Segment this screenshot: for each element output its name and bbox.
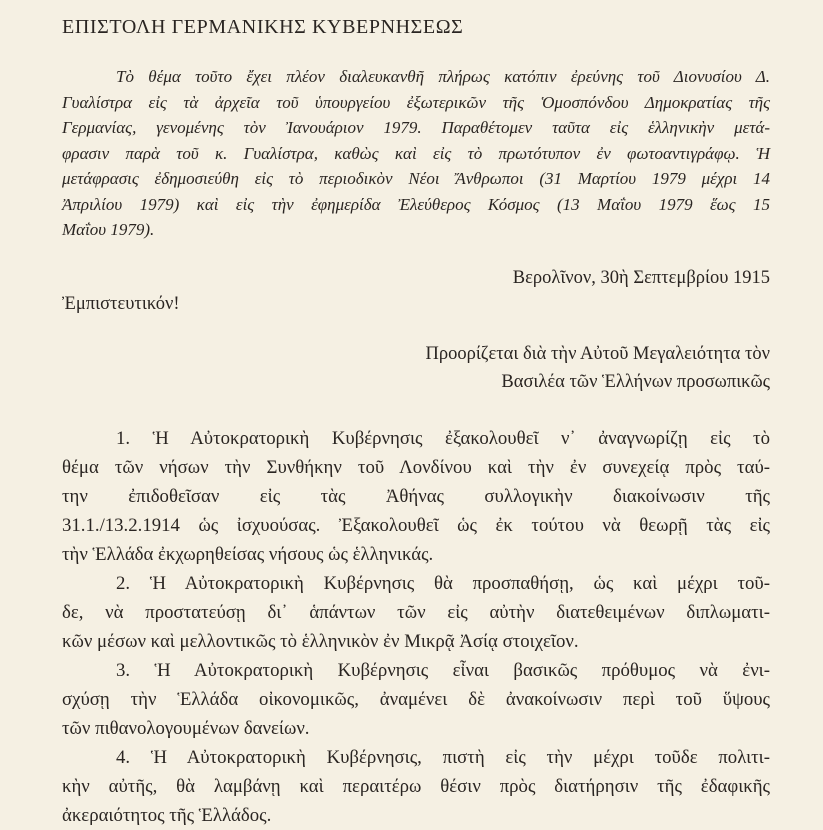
- body-line: σχύσῃ τὴν Ἑλλάδα οἰκονομικῶς, ἀναμένει δὲ ἀνακοίνωσιν περὶ τοῦ ὕψους: [62, 689, 770, 710]
- letter-date: Βερολῖνον, 30ὴ Σεπτεμβρίου 1915: [512, 268, 770, 288]
- intro-line: Γερμανίας, γενομένης τὸν Ἰανουάριον 1979. Παραθέτομεν ταῦτα εἰς ἑλληνικὴν μετά-: [62, 118, 770, 137]
- body-line: 3. Ἡ Αὐτοκρατορικὴ Κυβέρνησις εἶναι βασικῶς πρόθυμος νὰ ἐνι-: [116, 660, 770, 681]
- intro-line: φρασιν παρὰ τοῦ κ. Γυαλίστρα, καθὼς καὶ εἰς τὸ πρωτότυπον ἐν φωτοαντιγράφῳ. Ἡ: [62, 143, 770, 163]
- intro-line: Ἀπριλίου 1979) καὶ εἰς τὴν ἐφημερίδα Ἐλεύθερος Κόσμος (13 Μαΐου 1979 ἕως 15: [62, 194, 770, 214]
- intro-line: Γυαλίστρα εἰς τὰ ἀρχεῖα τοῦ ὑπουργείου ἐξωτερικῶν τῆς Ὁμοσπόνδου Δημοκρατίας τῆς: [62, 92, 770, 112]
- addressee-line: Βασιλέα τῶν Ἑλλήνων προσωπικῶς: [501, 372, 770, 392]
- body-line: 31.1./13.2.1914 ὡς ἰσχυούσας. Ἐξακολουθεῖ ὡς ἐκ τούτου νὰ θεωρῇ τὰς εἰς: [62, 515, 770, 536]
- letter-body: [62, 424, 770, 830]
- body-line: δε, νὰ προστατεύσῃ δι᾿ ἁπάντων τῶν εἰς αὐτὴν διατεθειμένων διπλωματι-: [62, 602, 770, 623]
- body-line: 1. Ἡ Αὐτοκρατορικὴ Κυβέρνησις ἐξακολουθεῖ ν᾿ ἀναγνωρίζῃ εἰς τὸ: [116, 428, 770, 449]
- body-line: θέμα τῶν νήσων τὴν Συνθήκην τοῦ Λονδίνου καὶ τὴν ἐν συνεχείᾳ πρὸς ταύ-: [62, 457, 770, 478]
- body-line: κὴν αὐτῆς, θὰ λαμβάνῃ καὶ περαιτέρω θέσιν πρὸς διατήρησιν τῆς ἐδαφικῆς: [62, 776, 770, 797]
- body-line: τῶν πιθανολογουμένων δανείων.: [62, 718, 310, 739]
- addressee-line: Προορίζεται διὰ τὴν Αὐτοῦ Μεγαλειότητα τὸν: [425, 344, 770, 364]
- confidential-label: Ἐμπιστευτικόν!: [62, 294, 180, 314]
- intro-paragraph: [62, 64, 770, 243]
- body-line: 4. Ἡ Αὐτοκρατορικὴ Κυβέρνησις, πιστὴ εἰς τὴν μέχρι τοῦδε πολιτι-: [116, 747, 770, 768]
- body-line: κῶν μέσων καὶ μελλοντικῶς τὸ ἑλληνικὸν ἐν Μικρᾷ Ἀσίᾳ στοιχεῖον.: [62, 631, 579, 652]
- body-line: την ἐπιδοθεῖσαν εἰς τὰς Ἀθήνας συλλογικὴν διακοίνωσιν τῆς: [62, 486, 770, 507]
- intro-line: μετάφρασις ἐδημοσιεύθη εἰς τὸ περιοδικὸν Νέοι Ἄνθρωποι (31 Μαρτίου 1979 μέχρι 14: [62, 169, 770, 188]
- body-line: τὴν Ἑλλάδα ἐκχωρηθείσας νήσους ὡς ἑλληνικάς.: [62, 544, 434, 565]
- intro-line: Μαΐου 1979).: [62, 220, 155, 239]
- intro-line: Τὸ θέμα τοῦτο ἔχει πλέον διαλευκανθῆ πλήρως κατόπιν ἐρεύνης τοῦ Διονυσίου Δ.: [116, 67, 770, 86]
- body-line: ἀκεραιότητος τῆς Ἑλλάδος.: [62, 805, 272, 826]
- document-title: ΕΠΙΣΤΟΛΗ ΓΕΡΜΑΝΙΚΗΣ ΚΥΒΕΡΝΗΣΕΩΣ: [62, 16, 464, 38]
- body-line: 2. Ἡ Αὐτοκρατορικὴ Κυβέρνησις θὰ προσπαθήσῃ, ὡς καὶ μέχρι τοῦ-: [116, 573, 770, 594]
